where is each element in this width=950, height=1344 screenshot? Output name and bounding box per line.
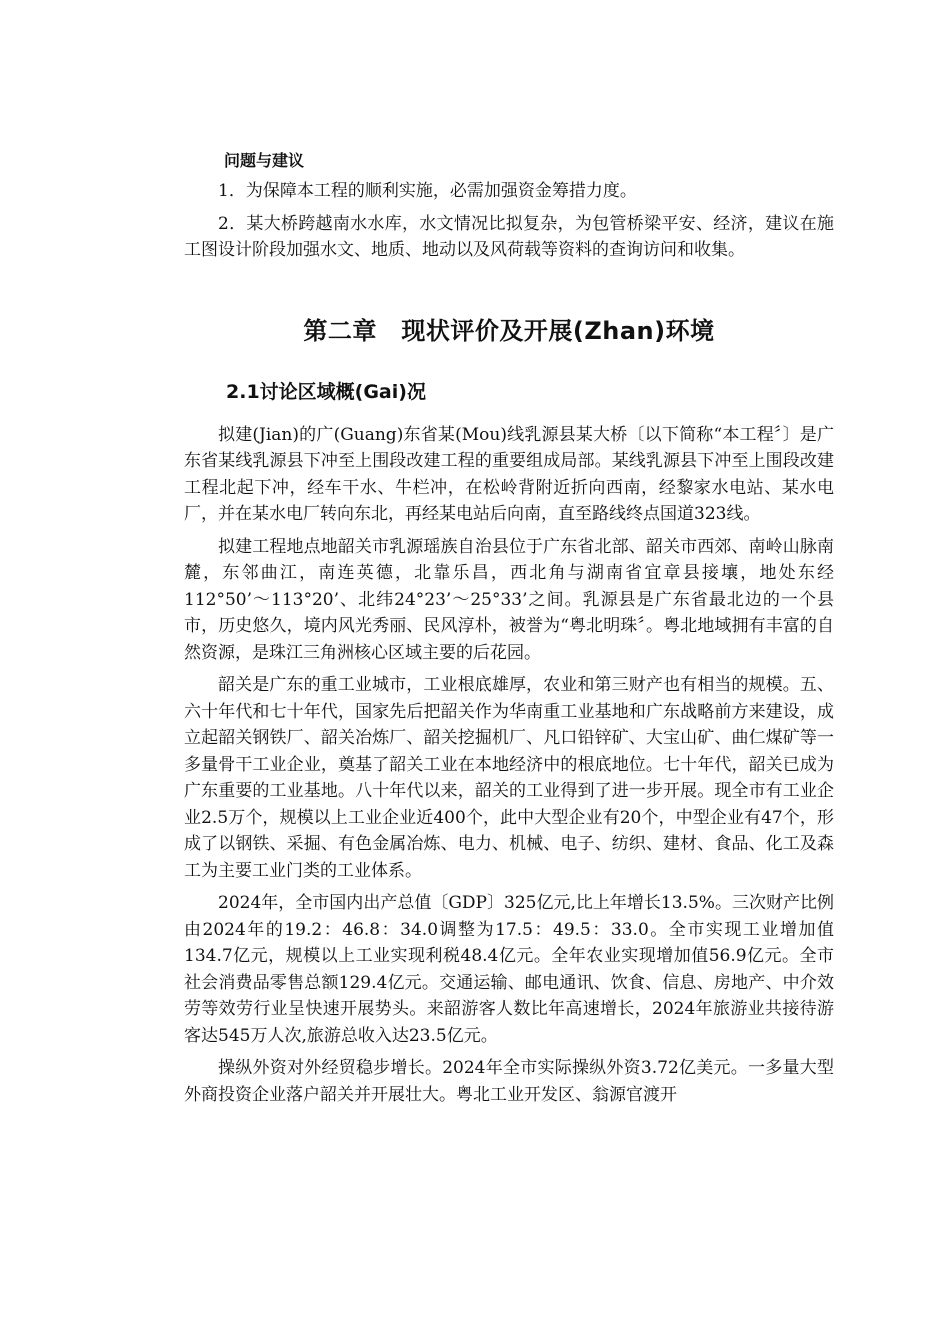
paragraph-project-overview: 拟建(Jian)的广(Guang)东省某(Mou)线乳源县某大桥〔以下简称“本工程〞〕是广东省某线乳源县下冲至上围段改建工程的重要组成局部。某线乳源县下冲至上围段改建工程北起下冲，经车干水、牛栏冲，在松岭背附近折向西南，经黎家水电站、某水电厂，并在某水电厂转向东北，再经某电站后向南，直至路线终点国道323线。 <box>184 424 834 524</box>
document-body <box>184 148 834 1114</box>
paragraph-foreign-investment: 操纵外资对外经贸稳步增长。2024年全市实际操纵外资3.72亿美元。一多量大型外商投资企业落户韶关并开展壮大。粤北工业开发区、翁源官渡开 <box>184 1058 834 1105</box>
issue-item-2: 2．某大桥跨越南水水库，水文情况比拟复杂，为包管桥梁平安、经济，建议在施工图设计阶段加强水文、地质、地动以及风荷载等资料的查询访问和收集。 <box>184 213 834 260</box>
paragraph-economy: 2024年，全市国内出产总值〔GDP〕325亿元,比上年增长13.5%。三次财产比例由2024年的19.2：46.8：34.0调整为17.5：49.5：33.0。全市实现工业增加值134.7亿元，规模以上工业实现利税48.4亿元。全年农业实现增加值56.9亿元。全市社会消费品零售总额129.4亿元。交通运输、邮电通讯、饮食、信息、房地产、中介效劳等效劳行业呈快速开展势头。来韶游客人数比年高速增长，2024年旅游业共接待游客达545万人次,旅游总收入达23.5亿元。 <box>184 893 834 1046</box>
section-title: 2.1讨论区域概(Gai)况 <box>226 380 426 403</box>
issues-heading: 问题与建议 <box>224 151 305 170</box>
paragraph-location: 拟建工程地点地韶关市乳源瑶族自治县位于广东省北部、韶关市西郊、南岭山脉南麓，东邻曲江，南连英德，北靠乐昌，西北角与湖南省宜章县接壤，地处东经112°50’～113°20’、北纬24°23’～25°33’之间。乳源县是广东省最北边的一个县市，历史悠久，境内风光秀丽、民风淳朴，被誉为“粤北明珠〞。粤北地域拥有丰富的自然资源，是珠江三角洲核心区域主要的后花园。 <box>184 536 834 663</box>
chapter-title: 第二章 现状评价及开展(Zhan)环境 <box>303 316 715 345</box>
issue-item-1: 1．为保障本工程的顺利实施，必需加强资金筹措力度。 <box>218 181 637 201</box>
paragraph-industry: 韶关是广东的重工业城市，工业根底雄厚，农业和第三财产也有相当的规模。五、六十年代和七十年代，国家先后把韶关作为华南重工业基地和广东战略前方来建设，成立起韶关钢铁厂、韶关冶炼厂、韶关挖掘机厂、凡口铅锌矿、大宝山矿、曲仁煤矿等一多量骨干工业企业，奠基了韶关工业在本地经济中的根底地位。七十年代，韶关已成为广东重要的工业基地。八十年代以来，韶关的工业得到了进一步开展。现全市有工业企业2.5万个，规模以上工业企业近400个，此中大型企业有20个，中型企业有47个，形成了以钢铁、采掘、有色金属冶炼、电力、机械、电子、纺织、建材、食品、化工及森工为主要工业门类的工业体系。 <box>184 675 834 881</box>
